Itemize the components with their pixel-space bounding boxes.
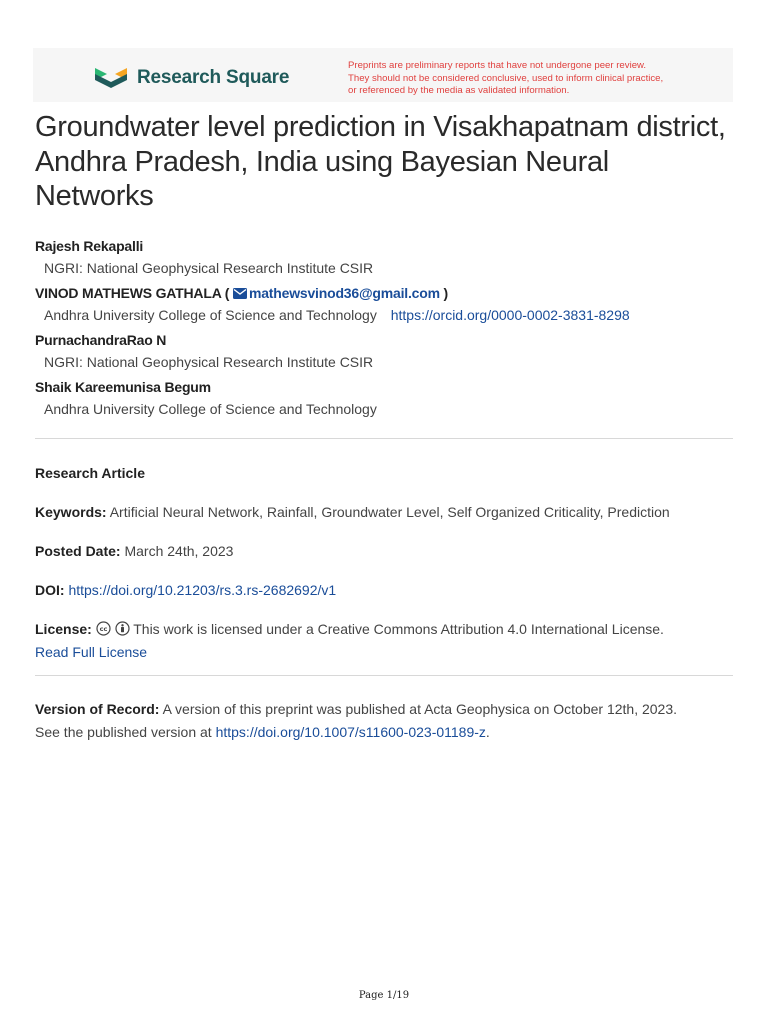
divider <box>35 675 733 676</box>
page-number: Page 1/19 <box>358 990 410 1001</box>
author-affiliation: Andhra University College of Science and Technology <box>44 401 377 417</box>
license-text: This work is licensed under a Creative Commons Attribution 4.0 International License. <box>133 621 664 637</box>
author-name: PurnachandraRao N <box>35 332 167 348</box>
license-label: License: <box>35 621 92 637</box>
author-affiliation-row <box>35 304 735 330</box>
version-of-record-text: A version of this preprint was published at Acta Geophysica on October 12th, 2023. <box>162 701 678 717</box>
disclaimer-line: or referenced by the media as validated information. <box>348 85 570 96</box>
paren-open: ( <box>221 285 230 301</box>
orcid-link[interactable]: https://orcid.org/0000-0002-3831-8298 <box>390 307 630 323</box>
published-version-text: See the published version at <box>35 724 212 740</box>
paper-title: Groundwater level prediction in Visakhapatnam district, Andhra Pradesh, India using Bayesian Neural Networks <box>35 111 726 212</box>
logo-text: Research Square <box>137 67 290 88</box>
posted-date-row <box>35 540 735 563</box>
envelope-icon <box>233 288 247 299</box>
keywords-label: Keywords: <box>35 504 107 520</box>
posted-date-label: Posted Date: <box>35 543 121 559</box>
published-version-link[interactable]: https://doi.org/10.1007/s11600-023-01189-z <box>215 724 486 740</box>
author-email: mathewsvinod36@gmail.com <box>248 285 440 301</box>
svg-text:cc: cc <box>99 625 108 633</box>
paren-close: ) <box>439 285 449 301</box>
author-affiliation: NGRI: National Geophysical Research Institute CSIR <box>44 260 374 276</box>
preprint-disclaimer <box>348 60 728 98</box>
author-affiliation: Andhra University College of Science and Technology <box>44 307 377 323</box>
author-list <box>35 236 735 424</box>
doi-row <box>35 579 735 602</box>
disclaimer-line: They should not be considered conclusive, used to inform clinical practice, <box>348 72 664 84</box>
attribution-icon <box>115 621 130 636</box>
author-name: Shaik Kareemunisa Begum <box>35 379 211 395</box>
research-square-logo-icon <box>93 64 129 92</box>
author-name: Rajesh Rekapalli <box>35 238 144 254</box>
header-banner <box>33 48 733 102</box>
period: . <box>485 724 490 740</box>
keywords-row <box>35 501 735 524</box>
version-of-record-label: Version of Record: <box>35 701 160 717</box>
doi-link[interactable]: https://doi.org/10.21203/rs.3.rs-2682692/v1 <box>68 582 337 598</box>
author-affiliation: NGRI: National Geophysical Research Institute CSIR <box>44 354 374 370</box>
article-type-label: Research Article <box>35 465 145 481</box>
license-row <box>35 618 735 664</box>
keywords-value: Artificial Neural Network, Rainfall, Groundwater Level, Self Organized Criticality, Prediction <box>109 504 670 520</box>
author-name-corresponding <box>35 283 735 304</box>
research-square-logo[interactable] <box>93 64 289 92</box>
author-name-text: VINOD MATHEWS GATHALA <box>35 285 222 301</box>
posted-date-value: March 24th, 2023 <box>124 543 234 559</box>
disclaimer-line: Preprints are preliminary reports that have not undergone peer review. <box>348 60 647 71</box>
author-email-link[interactable] <box>233 285 440 301</box>
doi-label: DOI: <box>35 582 65 598</box>
creative-commons-icon <box>96 621 111 636</box>
version-of-record <box>35 698 735 744</box>
article-type <box>35 462 735 485</box>
read-full-license-link[interactable]: Read Full License <box>35 644 148 660</box>
divider <box>35 438 733 439</box>
